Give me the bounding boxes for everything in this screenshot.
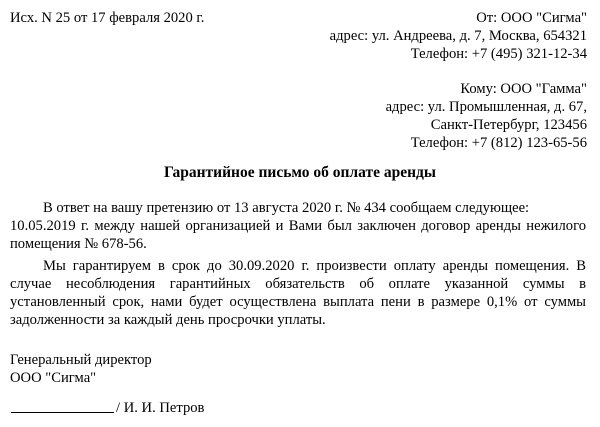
sender-address: адрес: ул. Андреева, д. 7, Москва, 654321 — [329, 28, 587, 44]
recipient-name: Кому: ООО "Гамма" — [460, 81, 587, 97]
signer-position: Генеральный директор — [10, 352, 152, 368]
paragraph-2-line-1: Мы гарантируем в срок до 30.09.2020 г. произвести оплату аренды помещения. В — [43, 258, 586, 274]
signature-line — [11, 412, 114, 413]
paragraph-1-line-2: 10.05.2019 г. между нашей организацией и Вами был заключен договор аренды нежилого — [10, 218, 586, 234]
recipient-address-line1: адрес: ул. Промышленная, д. 67, — [385, 99, 587, 115]
sender-phone: Телефон: +7 (495) 321-12-34 — [410, 46, 587, 62]
outgoing-number: Исх. N 25 от 17 февраля 2020 г. — [10, 10, 205, 26]
signer-company: ООО "Сигма" — [10, 370, 97, 386]
paragraph-1-line-3: помещения № 678-56. — [10, 236, 147, 252]
recipient-phone: Телефон: +7 (812) 123-65-56 — [410, 135, 587, 151]
paragraph-1 — [10, 199, 586, 253]
paragraph-1-line-1: В ответ на вашу претензию от 13 августа 2020 г. № 434 сообщаем следующее: — [43, 200, 530, 216]
paragraph-2-line-4: задолженности за каждый день просрочки уплаты. — [10, 312, 326, 328]
signer-name: / И. И. Петров — [116, 400, 205, 416]
letter-title: Гарантийное письмо об оплате аренды — [164, 164, 436, 181]
paragraph-2 — [10, 257, 586, 329]
sender-name: От: ООО "Сигма" — [476, 10, 587, 26]
recipient-address-line2: Санкт-Петербург, 123456 — [430, 117, 587, 133]
paragraph-2-line-2: случае несоблюдения гарантийных обязательств об оплате указанной суммы в — [10, 276, 586, 292]
paragraph-2-line-3: установленный срок, нами будет осуществлена выплата пени в размере 0,1% от суммы — [10, 294, 586, 310]
